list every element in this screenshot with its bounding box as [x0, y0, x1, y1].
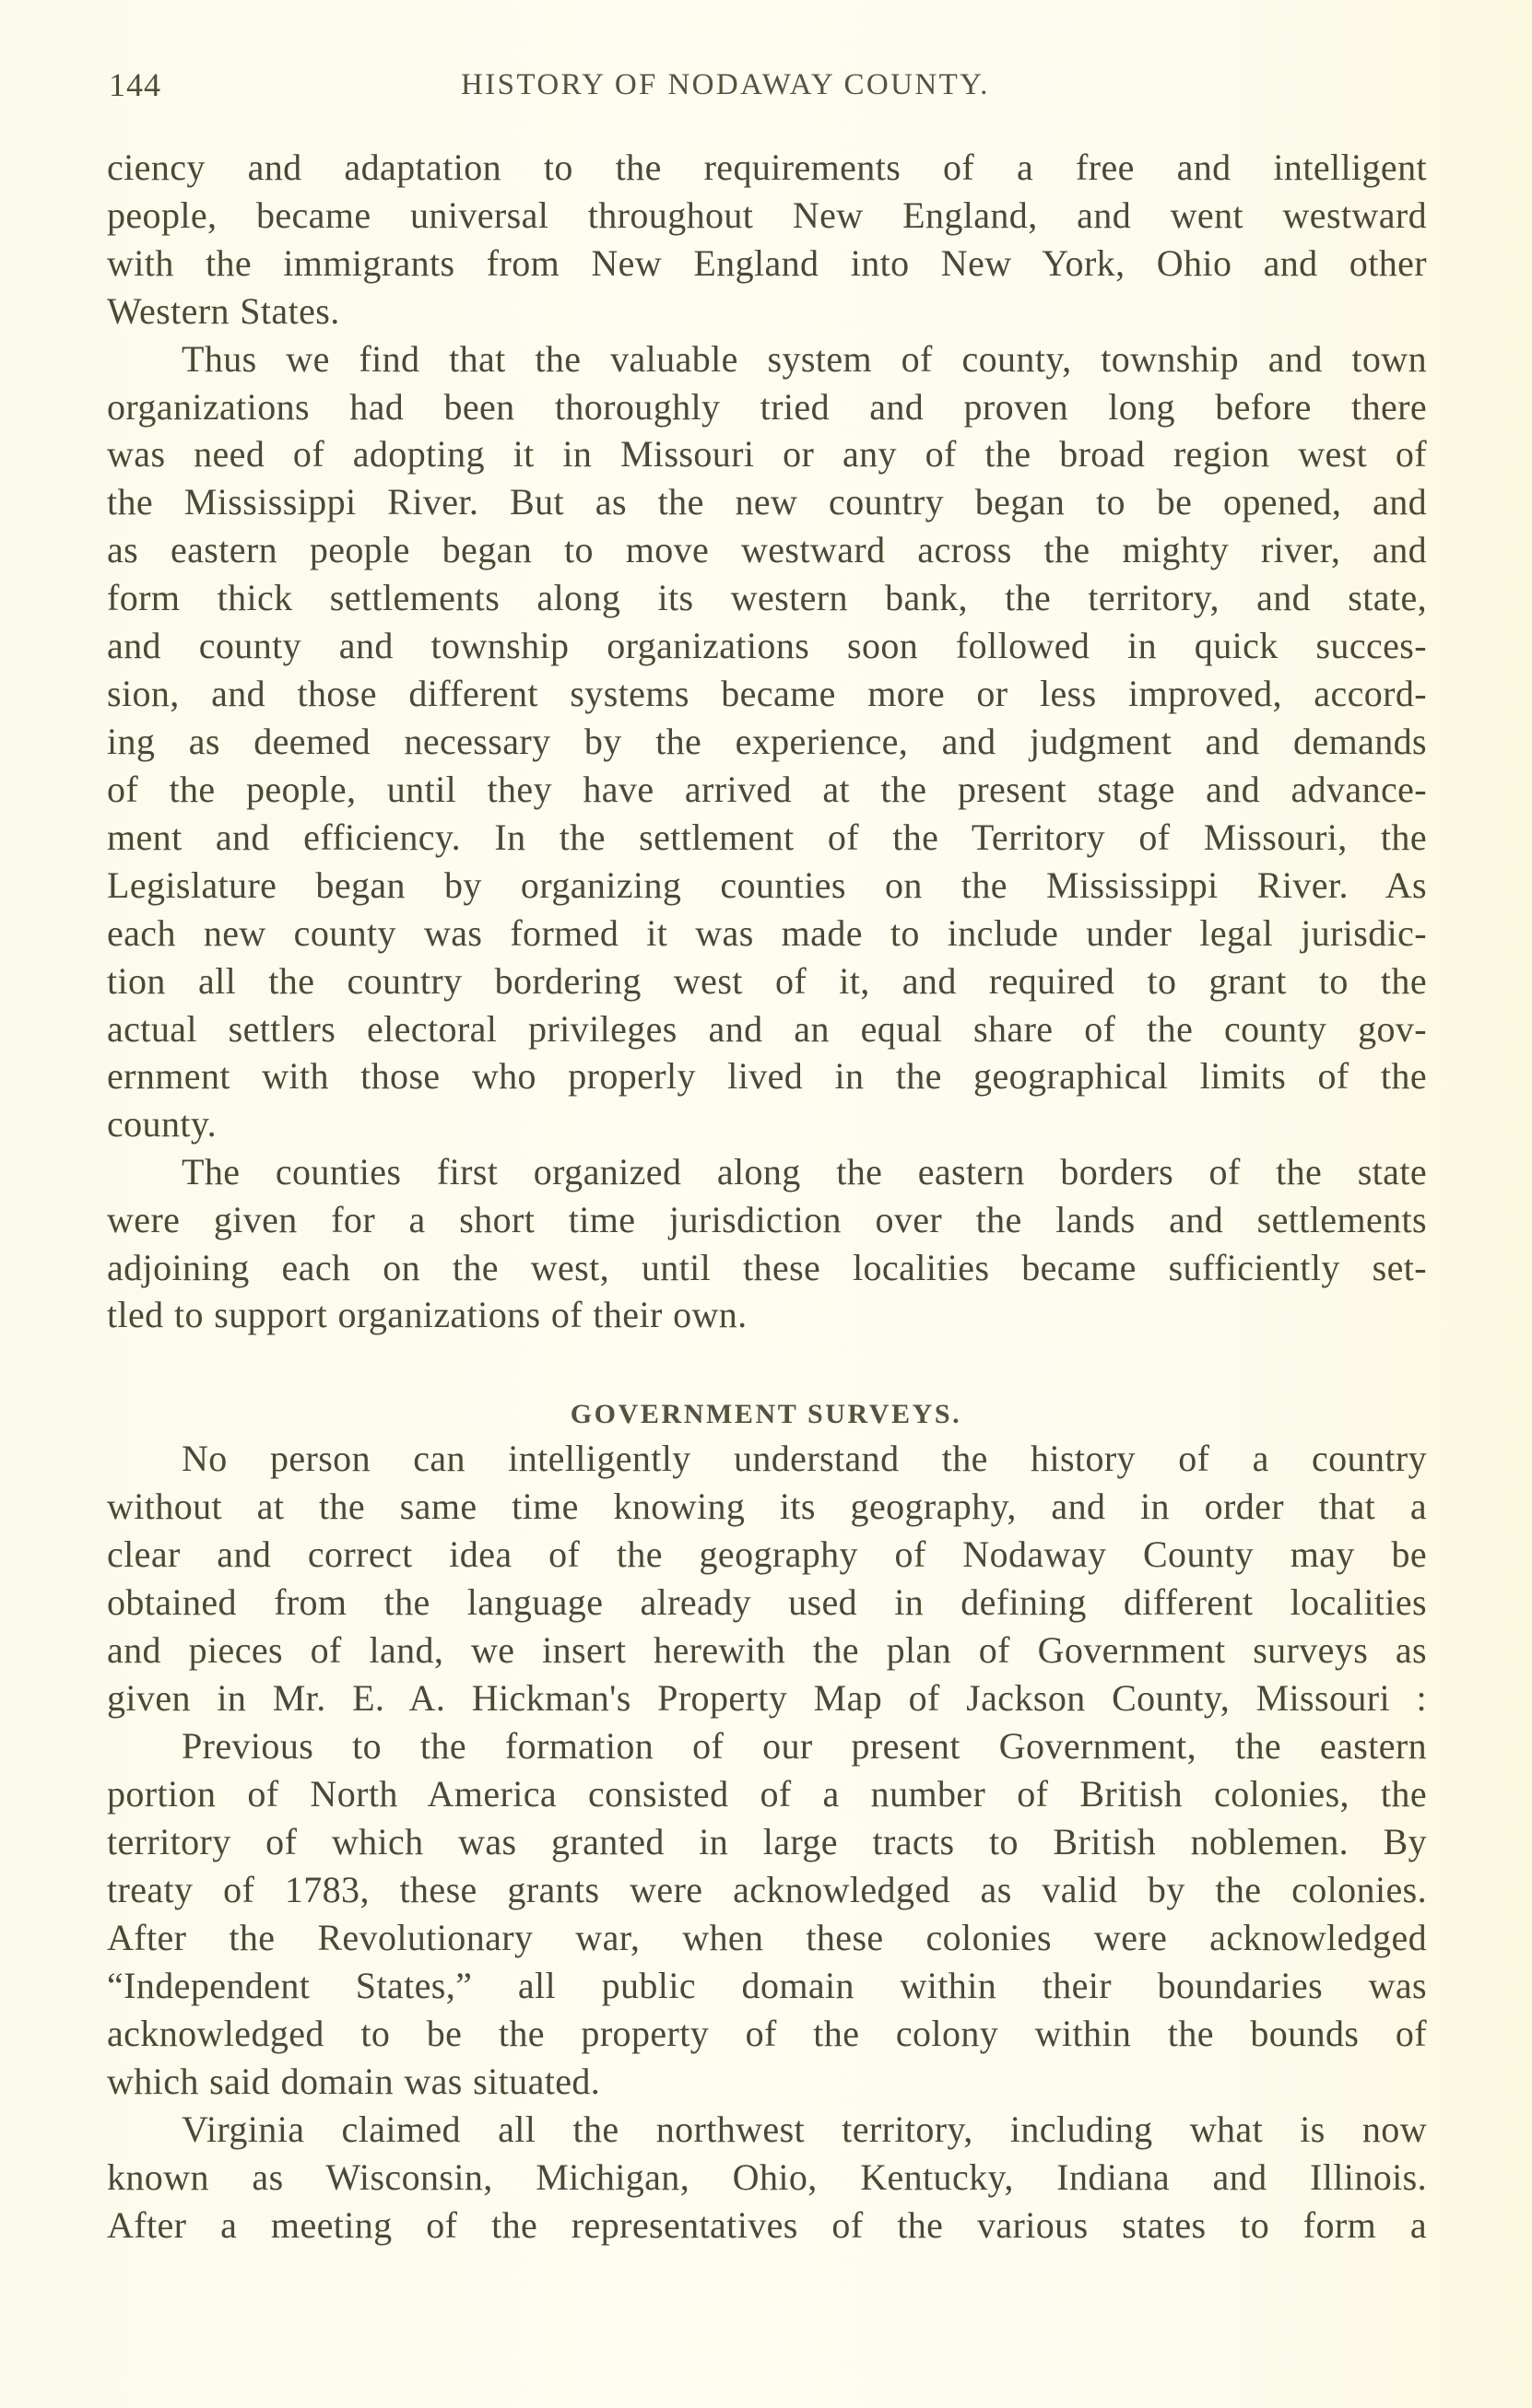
text-line: ing as deemed necessary by the experience, and judgment and demands [107, 721, 1427, 762]
text-line: actual settlers electoral privileges and an equal share of the county gov- [107, 1008, 1427, 1050]
text-line: with the immigrants from New England into New York, Ohio and other [107, 242, 1427, 284]
text-line: were given for a short time jurisdiction over the lands and settlements [107, 1199, 1427, 1240]
running-head [0, 65, 1532, 105]
text-line: tion all the country bordering west of it, and required to grant to the [107, 960, 1427, 1002]
text-line: without at the same time knowing its geography, and in order that a [107, 1486, 1427, 1527]
text-line: Western States. [107, 290, 340, 332]
text-line: ernment with those who properly lived in the geographical limits of the [107, 1055, 1427, 1097]
text-line: people, became universal throughout New England, and went westward [107, 194, 1427, 236]
text-line: acknowledged to be the property of the colony within the bounds of [107, 2013, 1427, 2054]
text-line: After a meeting of the representatives of the various states to form a [107, 2204, 1427, 2246]
text-line: given in Mr. E. A. Hickman's Property Map of Jackson County, Missouri : [107, 1677, 1427, 1719]
text-line: and pieces of land, we insert herewith the plan of Government surveys as [107, 1629, 1427, 1671]
text-line: tled to support organizations of their own. [107, 1294, 748, 1335]
running-title: HISTORY OF NODAWAY COUNTY. [461, 68, 990, 101]
text-line: Previous to the formation of our present Government, the eastern [182, 1725, 1427, 1767]
text-line: sion, and those different systems became more or less improved, accord- [107, 673, 1427, 714]
text-line: ciency and adaptation to the requirements of a free and intelligent [107, 147, 1427, 188]
text-line: The counties first organized along the eastern borders of the state [182, 1151, 1427, 1192]
text-line: county. [107, 1103, 218, 1145]
text-line: Legislature began by organizing counties on the Mississippi River. As [107, 864, 1427, 906]
text-line: form thick settlements along its western bank, the territory, and state, [107, 577, 1427, 618]
text-line: Thus we find that the valuable system of county, township and town [182, 338, 1427, 380]
text-line: was need of adopting it in Missouri or any of the broad region west of [107, 433, 1427, 475]
text-line: which said domain was situated. [107, 2061, 601, 2102]
text-line: territory of which was granted in large tracts to British noblemen. By [107, 1821, 1427, 1862]
text-line: known as Wisconsin, Michigan, Ohio, Kentucky, Indiana and Illinois. [107, 2156, 1427, 2198]
page-number: 144 [109, 66, 161, 103]
text-line: of the people, until they have arrived at the present stage and advance- [107, 769, 1427, 810]
text-line: treaty of 1783, these grants were acknowledged as valid by the colonies. [107, 1869, 1427, 1910]
text-line: organizations had been thoroughly tried and proven long before there [107, 386, 1427, 428]
text-line: After the Revolutionary war, when these colonies were acknowledged [107, 1917, 1427, 1958]
text-line: each new county was formed it was made to include under legal jurisdic- [107, 912, 1427, 954]
text-line: clear and correct idea of the geography of Nodaway County may be [107, 1533, 1427, 1575]
text-line: portion of North America consisted of a number of British colonies, the [107, 1773, 1427, 1815]
text-line: No person can intelligently understand the history of a country [182, 1438, 1427, 1479]
text-line: adjoining each on the west, until these localities became sufficiently set- [107, 1247, 1427, 1288]
text-line: ment and efficiency. In the settlement of the Territory of Missouri, the [107, 816, 1427, 858]
text-line: the Mississippi River. But as the new country began to be opened, and [107, 481, 1427, 523]
text-line: Virginia claimed all the northwest territory, including what is now [182, 2108, 1427, 2150]
text-line: as eastern people began to move westward across the mighty river, and [107, 529, 1427, 570]
text-line: and county and township organizations soon followed in quick succes- [107, 625, 1427, 666]
text-line: “Independent States,” all public domain within their boundaries was [107, 1965, 1427, 2006]
text-line: obtained from the language already used in defining different localities [107, 1581, 1427, 1623]
section-heading: GOVERNMENT SURVEYS. [570, 1398, 962, 1429]
